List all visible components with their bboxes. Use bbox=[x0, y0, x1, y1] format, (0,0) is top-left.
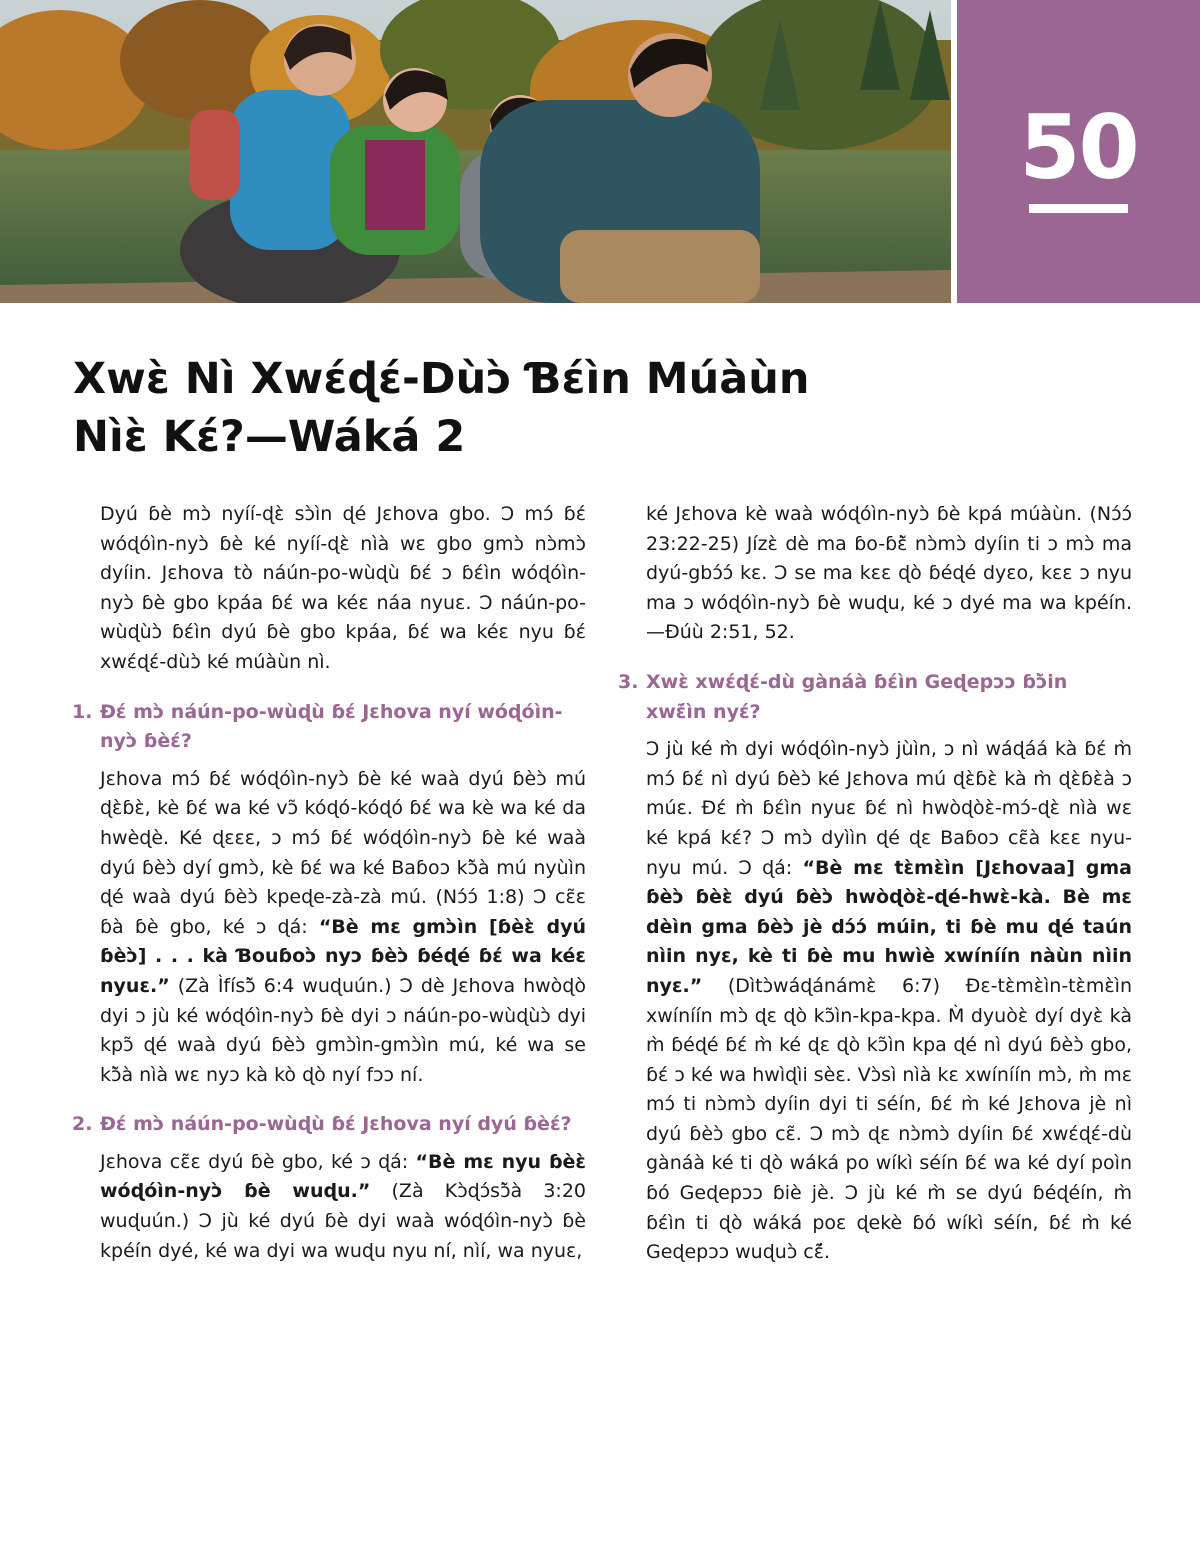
section-1-text-b: (Zà Ìfísɔ̃̀ 6:4 wuɖuún.) Ɔ dè Jɛhova hwòɖò dyi ɔ jù ké wóɖóìn-nyɔ̀ ɓè dyi ɔ náún-po-wùɖùɔ̀ dyi kpɔ̃ ɖé waà dyú ɓèɔ̀ gmɔ̀ìn-gmɔ̀ìn mú, ké wa se kɔ̃̀à nìà wɛ nyɔ kà kò ɖò nyí fɔɔ ní. bbox=[100, 974, 586, 1086]
page-title bbox=[73, 350, 903, 466]
intro-paragraph: Dyú ɓè mɔ̀ nyíí-ɖɛ̀ sɔ̀ìn ɖé Jɛhova gbo. Ɔ mɔ́ ɓɛ́ wóɖóìn-nyɔ̀ ɓè ké nyíí-ɖɛ̀ nìà wɛ gbo gmɔ̀ nɔ̀mɔ̀ dyíin. Jɛhova tò náún-po-wùɖù ɓɛ́ ɔ ɓɛ́ìn wóɖóìn-nyɔ̀ ɓè gbo kpáa ɓɛ́ wa kéɛ náa nyuɛ. Ɔ náún-po-wùɖùɔ̀ ɓɛ́ìn dyú ɓè gbo kpáa, ɓɛ́ wa kéɛ nyu ɓɛ́ xwɛ́ɖɛ́-dùɔ̀ ké múàùn nì. bbox=[100, 503, 586, 673]
section-1-quote: “Bè mɛ gmɔ̀ìn [ɓèɛ̀ dyú ɓèɔ̀] . . . kà Ɓouɓoɔ̀ nyɔ ɓèɔ̀ ɓéɖé ɓɛ́ wa kéɛ nyuɛ.” bbox=[100, 915, 586, 997]
section-2-quote: “Bè mɛ nyu ɓèɛ̀ wóɖóìn-nyɔ̀ ɓè wuɖu.” bbox=[100, 1150, 587, 1203]
section-3-quote: “Bè mɛ tɛ̀mɛ̀ìn [Jɛhovaa] gma ɓèɔ̀ ɓèɛ̀ dyú ɓèɔ̀ hwòɖòɛ̀-ɖé-hwɛ̀-kà. Bè mɛ dèìn gma ɓèɔ̀ jè dɔ́ɔ́ múin, ti ɓè mu ɖé taún nìin nyɛ, kè ti ɓè mu hwìè xwíníín nàùn nìin nyɛ.” bbox=[646, 856, 1132, 997]
section-2-text-b: (Zà Kɔ̀ɖɔ́sɔ̃̀à 3:20 wuɖuún.) Ɔ jù ké dyú ɓè dyi waà wóɖóìn-nyɔ̀ ɓè kpéín dyé, ké wa dyi wa wuɖu nyu ní, nìí, wa nyuɛ, bbox=[100, 1180, 586, 1262]
section-3 bbox=[618, 668, 1132, 1268]
section-2-paragraph-continued: ké Jɛhova kè waà wóɖóìn-nyɔ̀ ɓè kpá múàùn. (Nɔ́ɔ́ 23:22-25) Jízɛ̀ dè ma ɓo-ɓɛ̃̀ nɔ̀mɔ̀ dyíin ti ɔ mɔ̀ ma dyú-gbɔ́ɔ́ kɛ. Ɔ se ma kɛɛ ɖò ɓéɖé dyɛo, kɛɛ ɔ nyu ma ɔ wóɖóìn-nyɔ̀ ɓè wuɖu, ké ɔ dyé ma wa kpéín.—Ɖúù 2:51, 52. bbox=[646, 503, 1132, 644]
family-photo-illustration bbox=[0, 0, 951, 303]
section-2-paragraph bbox=[100, 1148, 586, 1266]
right-column bbox=[618, 500, 1132, 1268]
section-3-heading bbox=[618, 668, 1132, 727]
lesson-number: 50 bbox=[1019, 96, 1138, 199]
section-3-number: 3. bbox=[618, 670, 639, 693]
section-2 bbox=[72, 1110, 587, 1266]
section-1-heading bbox=[72, 698, 586, 757]
left-column bbox=[72, 500, 587, 1266]
page-title-line-2: Nìɛ̀ Kɛ́?—Wáká 2 bbox=[73, 412, 466, 462]
section-1-heading-text: Ɖɛ́ mɔ̀ náún-po-wùɖù ɓɛ́ Jɛhova nyí wóɖóìn-nyɔ̀ ɓèɛ́? bbox=[100, 700, 563, 753]
section-1-number: 1. bbox=[72, 700, 93, 723]
section-3-text-b: (Dìtɔ̀wáɖánámɛ̀ 6:7) Ɖɛ-tɛ̀mɛ̀ìn-tɛ̀mɛ̀ìn xwíníín mɔ̀ ɖɛ ɖò kɔ̃ìn-kpa-kpa. M̀ dyuòɛ̀ dyí dyɛ̀ kà m̀ ɓéɖé ɓɛ́ m̀ ké ɖɛ ɖò kɔ̃ìn kpa ɖé nì dyú ɓèɔ̀ gbo, ɓɛ́ ɔ ké wa hwìɖìi sèɛ. Vɔ̀sì nìà kɛ xwíníín mɔ̀, m̀ mɛ mɔ́ ti nɔ̀mɔ̀ dyíin dyi ti séín, ɓɛ́ m̀ ké Jɛhova jè nì dyú ɓèɔ̀ gbo cɛ̃. Ɔ mɔ̀ ɖɛ nɔ̀mɔ̀ dyíin ɓɛ́ xwɛ́ɖɛ́-dù gànáà ké ti ɖò wáká po wíkì séín ɓɛ́ wa ké dyí poìn ɓó Geɖepɔɔ ɓiè jè. Ɔ jù ké m̀ se dyú ɓéɖéín, m̀ ɓɛ́ìn ti ɖò wáká poɛ ɖekè ɓó wíkì séín, ɓɛ́ m̀ ké Geɖepɔɔ wuɖuɔ̀ cɛ̃́. bbox=[646, 974, 1132, 1264]
section-3-paragraph bbox=[646, 735, 1132, 1268]
lesson-number-box bbox=[957, 0, 1200, 303]
section-1-paragraph bbox=[100, 765, 586, 1091]
section-1-text-a: Jɛhova mɔ́ ɓɛ́ wóɖóìn-nyɔ̀ ɓè ké waà dyú ɓèɔ̀ mú ɖɛ̀ɓɛ̀, kè ɓɛ́ wa ké vɔ̃ kóɖó-kóɖó ɓɛ́ wa kè wa ké da hwèɖè. Ké ɖɛɛɛ, ɔ mɔ́ ɓɛ́ wóɖóìn-nyɔ̀ ɓè ké waà dyú ɓèɔ̀ dyí gmɔ̀, kè ɓɛ́ wa ké Baɓoɔ kɔ̃̀à mú nyùìn ɖé waà dyú ɓèɔ̀ kpeɖe-zà-zà mú. (Nɔ́ɔ́ 1:8) Ɔ cɛ̃ɛ ɓà ɓè gbo, ké ɔ ɖá: bbox=[100, 767, 586, 938]
lesson-number-underline bbox=[1029, 204, 1128, 213]
section-2-heading bbox=[72, 1110, 586, 1140]
section-2-number: 2. bbox=[72, 1113, 93, 1136]
section-3-text-a: Ɔ jù ké m̀ dyi wóɖóìn-nyɔ̀ jùìn, ɔ nì wáɖáá kà ɓɛ́ m̀ mɔ́ ɓɛ́ nì dyú ɓèɔ̀ ké Jɛhova mú ɖɛ̀ɓɛ̀ kà m̀ ɖɛ̀ɓɛ̀à ɔ múɛ. Ɖɛ́ m̀ ɓɛ́ìn nyuɛ ɓɛ́ nì hwòɖòɛ̀-mɔ́-ɖɛ̀ nìà wɛ ké kpá kɛ́? Ɔ mɔ̀ dyììn ɖé ɖɛ Baɓoɔ cɛ̃à kɛɛ nyu-nyu mú. Ɔ ɖá: bbox=[646, 738, 1132, 879]
lesson-photo bbox=[0, 0, 951, 303]
section-1 bbox=[72, 698, 586, 1091]
section-3-heading-text: Xwɛ̀ xwɛ́ɖɛ́-dù gànáà ɓɛ́ìn Geɖepɔɔ ɓɔ̃̀in xwɛ̃́ìn nyɛ́? bbox=[646, 670, 1068, 723]
page-title-line-1: Xwɛ̀ Nì Xwɛ́ɖɛ́-Dùɔ̀ Ɓɛ́ìn Múàùn bbox=[73, 354, 810, 404]
section-2-heading-text: Ɖɛ́ mɔ̀ náún-po-wùɖù ɓɛ́ Jɛhova nyí dyú ɓèɛ́? bbox=[100, 1113, 572, 1136]
section-2-text-a: Jɛhova cɛ̃ɛ dyú ɓè gbo, ké ɔ ɖá: bbox=[100, 1150, 416, 1173]
